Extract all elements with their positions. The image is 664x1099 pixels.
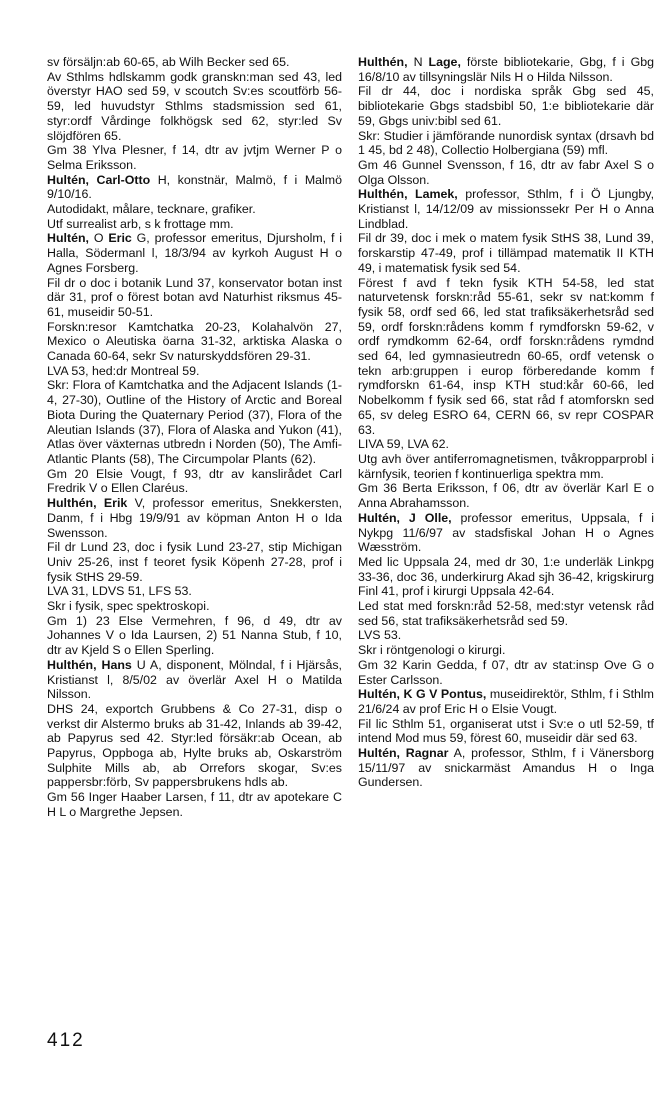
entry-text: Gm 56 Inger Haaber Larsen, f 11, dtr av apotekare C H L o Margrethe Jepsen.: [47, 790, 342, 819]
entry-text: O: [89, 231, 109, 246]
entry-paragraph: [47, 467, 342, 496]
entry-heading-paragraph: [358, 511, 654, 555]
entry-heading-paragraph: [358, 187, 654, 231]
biography-entry: [47, 658, 342, 820]
entry-text: LVA 31, LDVS 51, LFS 53.: [47, 584, 192, 599]
entry-text: Av Sthlms hdlskamm godk granskn:man sed 43, led överstyr HAO sed 59, v scoutch Sv:es scoutförb 56-59, led huvudstyr Sthlms stadsmission sed 61, styr:ordf Vårdinge folkhögsk sed 62, styr:led Sv slöjdfören 65.: [47, 69, 342, 143]
entry-paragraph: [358, 628, 654, 643]
entry-heading-paragraph: [358, 55, 654, 84]
person-name: Hultén,: [47, 231, 89, 246]
entry-paragraph: [47, 702, 342, 790]
entry-paragraph: [47, 540, 342, 584]
person-name: Hulthén, Lamek,: [358, 187, 458, 202]
entry-text: V, professor emeritus, Snekkersten, Danm, f i Hbg 19/9/91 av köpman Anton H o Ida Swensson.: [47, 496, 343, 540]
person-name: Hulthén, Hans: [47, 657, 132, 672]
entry-paragraph: [47, 320, 342, 364]
person-name: Hultén, Carl-Otto: [47, 172, 151, 187]
entry-heading-paragraph: [358, 746, 654, 790]
biography-entry: [47, 55, 342, 173]
entry-heading-paragraph: [47, 658, 342, 702]
entry-text: Gm 46 Gunnel Svensson, f 16, dtr av fabr Axel S o Olga Olsson.: [358, 157, 654, 187]
entry-paragraph: [358, 452, 654, 481]
biography-entry: [358, 55, 654, 187]
entry-text: Fil dr 39, doc i mek o matem fysik StHS 38, Lund 39, forskarstip 47-49, prof i tillämpad matematik II KTH 49, i matematisk fysik sed 54.: [358, 231, 654, 275]
entry-text: Skr i fysik, spec spektroskopi.: [47, 599, 210, 614]
entry-paragraph: [358, 643, 654, 658]
biography-entry: [358, 511, 654, 687]
entry-paragraph: [358, 276, 654, 438]
entry-text: Led stat med forskn:råd 52-58, med:styr vetensk råd sed 56, stat trafiksäkerhetsråd sed 59.: [358, 599, 654, 628]
entry-paragraph: [47, 614, 342, 658]
entry-paragraph: [358, 129, 654, 158]
entry-text: Skr: Studier i jämförande nunordisk syntax (drsavh bd 1 45, bd 2 48), Collectio Holbergiana (59) mfl.: [358, 128, 654, 158]
entry-paragraph: [47, 276, 342, 320]
entry-text: museidirektör, Sthlm, f i Sthlm 21/6/24 av prof Eric H o Elsie Vougt.: [358, 687, 654, 716]
entry-text: Gm 20 Elsie Vougt, f 93, dtr av kanslirådet Carl Fredrik V o Ellen Claréus.: [47, 466, 342, 496]
entry-paragraph: [47, 202, 342, 217]
entry-paragraph: [358, 84, 654, 128]
entry-paragraph: [358, 555, 654, 599]
person-name: Hulthén, Erik: [47, 496, 128, 511]
entry-paragraph: [47, 378, 342, 466]
biography-entry: [47, 173, 342, 232]
entry-text: LVS 53.: [358, 628, 402, 643]
biography-entry: [358, 746, 654, 790]
entry-paragraph: [47, 790, 342, 819]
person-name: Hultén, J Olle,: [358, 510, 452, 525]
entry-text: sv försäljn:ab 60-65, ab Wilh Becker sed 65.: [47, 55, 290, 69]
entry-text: Gm 36 Berta Eriksson, f 06, dtr av överlär Karl E o Anna Abrahamsson.: [358, 481, 654, 511]
entry-text: Autodidakt, målare, tecknare, grafiker.: [47, 202, 256, 217]
biography-entry: [358, 687, 654, 746]
entry-text: Med lic Uppsala 24, med dr 30, 1:e underläk Linkpg 33-36, doc 36, underkirurg Akad sjh 36-42, krigskirurg Finl 41, prof i kirurgi Uppsala 42-64.: [358, 554, 654, 599]
entry-text: professor emeritus, Uppsala, f i Nykpg 11/6/97 av stadsfiskal Johan H o Agnes Wæsström.: [358, 510, 654, 555]
left-column: [47, 55, 342, 820]
entry-text: professor, Sthlm, f i Ö Ljungby, Kristianst l, 14/12/09 av missionssekr Per H o Anna Lindblad.: [358, 187, 655, 231]
page-number: 412: [47, 1030, 85, 1051]
entry-text: Skr: Flora of Kamtchatka and the Adjacent Islands (1-4, 27-30), Outline of the History of Arctic and Boreal Biota During the Quaternary Period (37), Flora of the Aleutian Islands (37), Flora of Alaska and Yukon (41), Atlas över växternas utbredn i Norden (50), The Amfi-Atlantic Plants (58), The Circumpolar Plants (62).: [47, 378, 342, 466]
entry-paragraph: [47, 70, 342, 144]
person-name: Hulthén,: [358, 55, 408, 69]
entry-paragraph: [358, 481, 654, 510]
entry-text: Skr i röntgenologi o kirurgi.: [358, 643, 506, 658]
entry-text: Fil dr 44, doc i nordiska språk Gbg sed 45, bibliotekarie Gbgs stadsbibl 50, 1:e bibliotekarie där 59, Gbgs univ:bibl sed 61.: [358, 84, 654, 128]
entry-text: U A, disponent, Mölndal, f i Hjärsås, Kristianst l, 8/5/02 av överlär Axel H o Matilda Nilsson.: [47, 657, 342, 702]
entry-text: N: [407, 55, 429, 69]
entry-text: Fil dr Lund 23, doc i fysik Lund 23-27, stip Michigan Univ 25-26, inst f teoret fysik Köpenh 27-28, prof i fysik StHS 29-59.: [47, 540, 342, 584]
entry-text: H, konstnär, Malmö, f i Malmö 9/10/16.: [47, 172, 342, 202]
entry-text: LVA 53, hed:dr Montreal 59.: [47, 363, 200, 378]
entry-paragraph: [358, 717, 654, 746]
entry-text: Utf surrealist arb, s k frottage mm.: [47, 216, 234, 231]
entry-text: Forskn:resor Kamtchatka 20-23, Kolahalvön 27, Mexico o Aleutiska öarna 31-32, arktiska Alaska o Canada 60-64, sekr Sv naturskyddsfören 29-31.: [47, 319, 342, 364]
entry-paragraph: [358, 437, 654, 452]
entry-text: Utg avh över antiferromagnetismen, tvåkropparprobl i kärnfysik, teorien f kontinuerliga spektra mm.: [358, 451, 654, 481]
right-column: [358, 55, 654, 790]
entry-text: A, professor, Sthlm, f i Vänersborg 15/11/97 av snickarmäst Amandus H o Inga Gundersen.: [358, 746, 654, 790]
entry-text: Gm 32 Karin Gedda, f 07, dtr av stat:insp Ove G o Ester Carlsson.: [358, 657, 654, 687]
entry-paragraph: [47, 599, 342, 614]
entry-heading-paragraph: [47, 173, 342, 202]
entry-text: Fil lic Sthlm 51, organiserat utst i Sv:e o utl 52-59, tf intend Mod mus 59, förest 60, museidir där sed 63.: [358, 716, 654, 746]
entry-paragraph: [358, 658, 654, 687]
entry-text: Gm 38 Ylva Plesner, f 14, dtr av jvtjm Werner P o Selma Eriksson.: [47, 143, 342, 172]
entry-paragraph: [47, 364, 342, 379]
biography-entry: [358, 187, 654, 510]
entry-text: DHS 24, exportch Grubbens & Co 27-31, disp o verkst dir Alstermo bruks ab 31-42, Inlands ab 39-42, ab Papyrus sed 42. Styr:led försäkr:ab Ocean, ab Papyrus, Oppboga ab, Hylte bruks ab, Oskarström Sulphite Mills ab, ab Orrefors skogar, Sv:es pappersbr:förb, Sv pappersbrukens hdls ab.: [47, 701, 342, 790]
entry-paragraph: [358, 231, 654, 275]
person-name: Hultén, K G V Pontus,: [358, 687, 487, 702]
entry-heading-paragraph: [47, 231, 342, 275]
entry-heading-paragraph: [47, 496, 342, 540]
entry-text: G, professor emeritus, Djursholm, f i Halla, Södermanl l, 18/3/94 av kyrkoh August H o Agnes Forsberg.: [47, 231, 343, 275]
entry-paragraph: [358, 599, 654, 628]
entry-text: Förest f avd f tekn fysik KTH 54-58, led stat naturvetensk forskn:råd 55-61, sekr sv nat:komm f fysik 58, ordf sed 66, led stat trafiksäkerhetsråd sed 59, ordf forskn:rådens komm f rymdforskn 59-62, v ordf rymdkomm 62-64, ordf forskn:rådens rymdnd sed 64, led gymnasieutredn 60-65, ordf vetensk o tekn arb:gruppen i europ förberedande komm f rymdforskn 61-64, insp KTH stud:kår 60-66, led Nobelkomm f fysik sed 66, stat råd f atomforskn sed 65, sv deleg ESRO 64, CERN 66, sv repr COSPAR 63.: [358, 275, 654, 437]
entry-paragraph: [358, 158, 654, 187]
biography-entry: [47, 231, 342, 496]
entry-paragraph: [47, 217, 342, 232]
person-name: Eric: [108, 231, 132, 246]
person-name: Hultén, Ragnar: [358, 746, 449, 761]
entry-heading-paragraph: [47, 55, 342, 70]
entry-paragraph: [47, 143, 342, 172]
entry-text: LIVA 59, LVA 62.: [358, 437, 449, 452]
person-name: Lage,: [428, 55, 461, 69]
entry-paragraph: [47, 584, 342, 599]
entry-text: Fil dr o doc i botanik Lund 37, konservator botan inst där 31, prof o förest botan avd Naturhist riksmus 45-61, museidir 50-51.: [47, 275, 342, 319]
biography-entry: [47, 496, 342, 658]
entry-heading-paragraph: [358, 687, 654, 716]
entry-text: Gm 1) 23 Else Vermehren, f 96, d 49, dtr av Johannes V o Ida Laursen, 2) 51 Nanna Stub, f 10, dtr av Kjeld S o Ellen Sperling.: [47, 613, 342, 658]
entry-text: förste bibliotekarie, Gbg, f i Gbg 16/8/10 av tillsyningslär Nils H o Hilda Nilsson.: [358, 55, 654, 84]
